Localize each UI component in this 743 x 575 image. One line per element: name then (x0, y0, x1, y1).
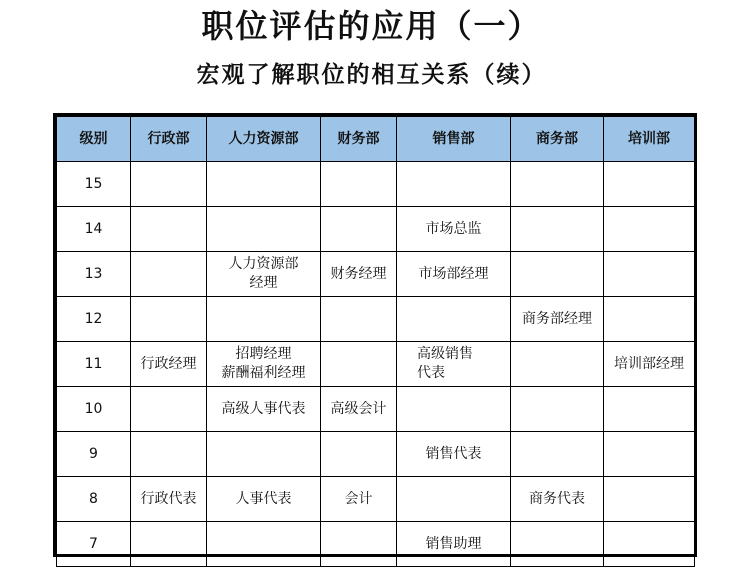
table-row (57, 297, 695, 342)
level-cell: 14 (57, 207, 131, 252)
position-cell-sales (397, 342, 511, 387)
table-row (57, 342, 695, 387)
position-cell-hr (207, 522, 321, 567)
position-cell-sales (397, 387, 511, 432)
position-cell-hr: 高级人事代表 (207, 387, 321, 432)
table-row (57, 522, 695, 567)
page-title: 职位评估的应用（一） (201, 7, 542, 45)
position-cell-business (511, 342, 604, 387)
position-cell-admin: 行政代表 (131, 477, 207, 522)
position-cell-training: 培训部经理 (604, 342, 695, 387)
cell-text-line: 招聘经理 (235, 346, 292, 362)
position-cell-training (604, 387, 695, 432)
level-cell: 13 (57, 252, 131, 297)
column-header-level: 级别 (57, 117, 131, 162)
table-header-row (57, 117, 695, 162)
position-cell-business (511, 162, 604, 207)
position-cell-business (511, 252, 604, 297)
position-cell-business (511, 522, 604, 567)
position-cell-admin (131, 207, 207, 252)
position-cell-training (604, 522, 695, 567)
level-cell: 11 (57, 342, 131, 387)
cell-text-line: 薪酬福利经理 (221, 365, 306, 381)
position-cell-hr (207, 297, 321, 342)
job-level-table (56, 116, 695, 567)
position-cell-finance (321, 432, 397, 477)
position-cell-finance (321, 162, 397, 207)
column-header-business: 商务部 (511, 117, 604, 162)
position-cell-finance (321, 297, 397, 342)
position-cell-hr (207, 162, 321, 207)
position-cell-business (511, 432, 604, 477)
cell-text-line: 人力资源部 (228, 256, 299, 272)
position-cell-finance (321, 342, 397, 387)
column-header-sales: 销售部 (397, 117, 511, 162)
position-cell-business: 商务部经理 (511, 297, 604, 342)
position-cell-business (511, 207, 604, 252)
position-cell-training (604, 162, 695, 207)
position-cell-finance: 财务经理 (321, 252, 397, 297)
position-cell-admin (131, 252, 207, 297)
position-cell-hr: 人事代表 (207, 477, 321, 522)
table-row (57, 207, 695, 252)
level-cell: 15 (57, 162, 131, 207)
position-cell-sales: 销售代表 (397, 432, 511, 477)
position-cell-training (604, 432, 695, 477)
level-cell: 10 (57, 387, 131, 432)
cell-text-line: 高级销售 (417, 346, 473, 362)
position-cell-finance: 高级会计 (321, 387, 397, 432)
position-cell-admin (131, 432, 207, 477)
column-header-training: 培训部 (604, 117, 695, 162)
position-cell-training (604, 252, 695, 297)
position-cell-sales: 市场总监 (397, 207, 511, 252)
position-cell-finance (321, 522, 397, 567)
cell-text-line: 代表 (417, 365, 445, 381)
level-cell: 12 (57, 297, 131, 342)
cell-text-line: 经理 (249, 275, 278, 291)
position-cell-hr (207, 252, 321, 297)
table-row (57, 252, 695, 297)
position-cell-hr (207, 432, 321, 477)
column-header-hr: 人力资源部 (207, 117, 321, 162)
position-cell-sales (397, 477, 511, 522)
position-cell-sales (397, 297, 511, 342)
position-cell-hr (207, 207, 321, 252)
position-cell-admin: 行政经理 (131, 342, 207, 387)
position-cell-admin (131, 162, 207, 207)
table-row (57, 477, 695, 522)
position-cell-finance: 会计 (321, 477, 397, 522)
position-cell-training (604, 297, 695, 342)
table-row (57, 432, 695, 477)
column-header-finance: 财务部 (321, 117, 397, 162)
table-body (57, 162, 695, 567)
position-cell-hr (207, 342, 321, 387)
position-cell-training (604, 477, 695, 522)
job-level-table-container (53, 113, 697, 557)
position-cell-sales: 销售助理 (397, 522, 511, 567)
position-cell-sales: 市场部经理 (397, 252, 511, 297)
position-cell-business (511, 387, 604, 432)
level-cell: 8 (57, 477, 131, 522)
position-cell-training (604, 207, 695, 252)
level-cell: 9 (57, 432, 131, 477)
level-cell: 7 (57, 522, 131, 567)
position-cell-admin (131, 522, 207, 567)
table-row (57, 162, 695, 207)
position-cell-sales (397, 162, 511, 207)
position-cell-admin (131, 387, 207, 432)
position-cell-admin (131, 297, 207, 342)
position-cell-finance (321, 207, 397, 252)
column-header-admin: 行政部 (131, 117, 207, 162)
page-subtitle: 宏观了解职位的相互关系（续） (196, 61, 547, 88)
position-cell-business: 商务代表 (511, 477, 604, 522)
table-row (57, 387, 695, 432)
